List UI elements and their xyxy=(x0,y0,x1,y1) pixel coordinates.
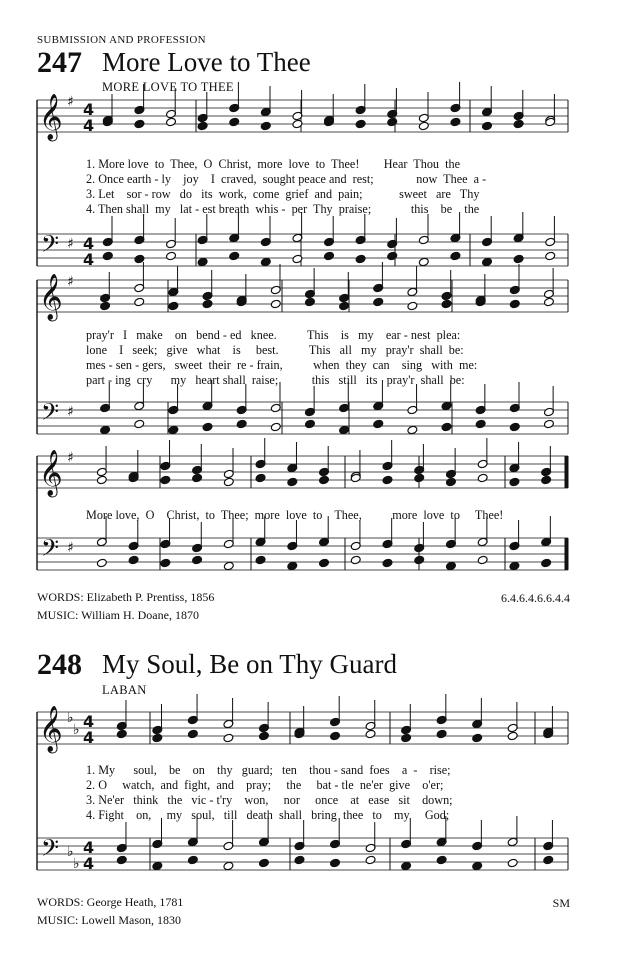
verse-line-1: 1. More love to Thee, O Christ, more love to Thee! Hear Thou the xyxy=(86,157,461,171)
note-head xyxy=(509,561,520,571)
verse-line-4: 4. Then shall my lat - est breath whis - per Thy praise; this be the xyxy=(86,202,480,216)
tune-name: MORE LOVE TO THEE xyxy=(102,80,234,94)
note-head xyxy=(100,301,111,311)
note-head xyxy=(330,731,341,741)
note-head xyxy=(509,477,520,487)
music-credit: MUSIC: William H. Doane, 1870 xyxy=(37,608,199,622)
section-header: SUBMISSION AND PROFESSION xyxy=(37,34,206,46)
note-head xyxy=(324,251,335,261)
note-head xyxy=(339,301,350,311)
hymn-number: 248 xyxy=(37,648,82,681)
note-head xyxy=(258,731,269,741)
note-head xyxy=(270,422,281,432)
note-head xyxy=(472,861,483,871)
flat-icon: ♭ xyxy=(67,844,74,860)
note-head xyxy=(541,558,552,568)
note-head xyxy=(355,119,366,129)
sharp-icon: ♯ xyxy=(67,274,74,290)
note-head xyxy=(197,121,208,131)
note-head xyxy=(319,475,330,485)
bass-clef-icon: 𝄢 xyxy=(41,230,60,263)
note-head xyxy=(270,299,281,309)
note-head xyxy=(202,422,213,432)
note-head xyxy=(373,419,384,429)
note-head xyxy=(543,855,554,865)
time-signature: 4 xyxy=(83,838,95,857)
flat-icon: ♭ xyxy=(73,722,80,738)
note-head xyxy=(192,473,203,483)
note-head xyxy=(168,425,179,435)
sharp-icon: ♯ xyxy=(67,94,74,110)
note-head xyxy=(187,729,198,739)
verse-line-1: pray'r I make on bend - ed knee. This is my ear - nest plea: xyxy=(86,328,461,342)
note-head xyxy=(509,422,520,432)
note-head xyxy=(223,733,234,743)
note-head xyxy=(128,555,139,565)
note-head xyxy=(373,297,384,307)
note-head xyxy=(545,251,556,261)
note-head xyxy=(382,475,393,485)
note-head xyxy=(223,861,234,871)
note-head xyxy=(543,419,554,429)
note-head xyxy=(223,477,234,487)
note-head xyxy=(387,251,398,261)
note-head xyxy=(339,425,350,435)
note-head xyxy=(436,729,447,739)
note-head xyxy=(541,475,552,485)
note-head xyxy=(414,555,425,565)
note-head xyxy=(116,855,127,865)
note-head xyxy=(355,254,366,264)
note-head xyxy=(436,855,447,865)
bass-clef-icon: 𝄢 xyxy=(41,398,60,431)
note-head xyxy=(202,299,213,309)
note-head xyxy=(287,561,298,571)
verse-line-2: lone I seek; give what is best. This all my pray'r shall be: xyxy=(86,343,464,357)
note-head xyxy=(294,855,305,865)
verse-line-2: 2. Once earth - ly joy I craved, sought peace and rest; now Thee a - xyxy=(86,172,487,186)
words-credit: WORDS: Elizabeth P. Prentiss, 1856 xyxy=(37,590,215,604)
treble-clef-icon: 𝄞 xyxy=(39,706,63,752)
note-head xyxy=(229,251,240,261)
note-head xyxy=(441,299,452,309)
verse-line-3: mes - sen - gers, sweet their re - frain, when they can sing with me: xyxy=(86,358,478,372)
note-head xyxy=(482,257,493,267)
note-head xyxy=(401,861,412,871)
time-signature: 4 xyxy=(83,234,95,253)
note-head xyxy=(477,473,488,483)
note-head xyxy=(407,301,418,311)
note-head xyxy=(96,558,107,568)
note-head xyxy=(152,861,163,871)
note-head xyxy=(382,558,393,568)
note-head xyxy=(450,251,461,261)
note-head xyxy=(160,558,171,568)
hymn-title: More Love to Thee xyxy=(102,47,311,77)
note-head xyxy=(445,561,456,571)
note-head xyxy=(287,477,298,487)
note-head xyxy=(475,419,486,429)
tune-name: LABAN xyxy=(102,683,147,697)
verse-line-4: part - ing cry my heart shall raise; this still its pray'r shall be: xyxy=(86,373,465,387)
note-head xyxy=(116,729,127,739)
note-head xyxy=(187,855,198,865)
hymn-number: 247 xyxy=(37,46,82,79)
sharp-icon: ♯ xyxy=(67,404,74,420)
treble-clef-icon: 𝄞 xyxy=(39,94,63,140)
note-head xyxy=(445,477,456,487)
bass-clef-icon: 𝄢 xyxy=(41,834,60,867)
note-head xyxy=(330,858,341,868)
treble-clef-icon: 𝄞 xyxy=(39,450,63,496)
sharp-icon: ♯ xyxy=(67,540,74,556)
sharp-icon: ♯ xyxy=(67,236,74,252)
note-head xyxy=(258,858,269,868)
note-head xyxy=(166,117,177,127)
note-head xyxy=(441,422,452,432)
note-head xyxy=(387,117,398,127)
note-head xyxy=(365,855,376,865)
meter: 6.4.6.4.6.6.4.4 xyxy=(501,591,570,605)
note-head xyxy=(223,561,234,571)
verse-line-2: 2. O watch, and fight, and pray; the bat - tle ne'er give o'er; xyxy=(86,778,444,792)
note-head xyxy=(509,299,520,309)
note-head xyxy=(472,733,483,743)
note-head xyxy=(319,558,330,568)
time-signature: 4 xyxy=(83,100,95,119)
note-head xyxy=(513,119,524,129)
note-head xyxy=(134,419,145,429)
bass-clef-icon: 𝄢 xyxy=(41,534,60,567)
note-head xyxy=(543,297,554,307)
note-head xyxy=(260,257,271,267)
note-head xyxy=(100,425,111,435)
note-head xyxy=(192,555,203,565)
note-head xyxy=(255,555,266,565)
verse-line-1: 1. My soul, be on thy guard; ten thou - sand foes a - rise; xyxy=(86,763,451,777)
note-head xyxy=(152,733,163,743)
flat-icon: ♭ xyxy=(67,710,74,726)
time-signature: 4 xyxy=(83,712,95,731)
note-head xyxy=(414,473,425,483)
note-head xyxy=(304,297,315,307)
note-head xyxy=(418,121,429,131)
words-credit: WORDS: George Heath, 1781 xyxy=(37,895,184,909)
time-signature: 4 xyxy=(83,116,95,135)
note-head xyxy=(134,297,145,307)
verse-line-3: 3. Ne'er think the vic - t'ry won, nor once at ease sit down; xyxy=(86,793,453,807)
note-head xyxy=(304,419,315,429)
note-head xyxy=(507,858,518,868)
treble-clef-icon: 𝄞 xyxy=(39,274,63,320)
meter: SM xyxy=(552,896,570,910)
note-head xyxy=(96,475,107,485)
note-head xyxy=(401,733,412,743)
note-head xyxy=(513,254,524,264)
note-head xyxy=(166,251,177,261)
note-head xyxy=(450,117,461,127)
time-signature: 4 xyxy=(83,728,95,747)
refrain-line: More love, O Christ, to Thee; more love to Thee, more love to Thee! xyxy=(86,508,504,522)
note-head xyxy=(255,473,266,483)
time-signature: 4 xyxy=(83,250,95,269)
note-head xyxy=(102,251,113,261)
note-head xyxy=(407,425,418,435)
note-head xyxy=(350,555,361,565)
note-head xyxy=(260,121,271,131)
music-credit: MUSIC: Lowell Mason, 1830 xyxy=(37,913,181,927)
note-head xyxy=(365,729,376,739)
time-signature: 4 xyxy=(83,854,95,873)
note-head xyxy=(477,555,488,565)
note-head xyxy=(418,257,429,267)
hymn-title: My Soul, Be on Thy Guard xyxy=(102,649,397,679)
note-head xyxy=(229,117,240,127)
note-head xyxy=(168,301,179,311)
flat-icon: ♭ xyxy=(73,856,80,872)
note-head xyxy=(160,475,171,485)
verse-line-3: 3. Let sor - row do its work, come grief and pain; sweet are Thy xyxy=(86,187,480,201)
sharp-icon: ♯ xyxy=(67,450,74,466)
note-head xyxy=(197,257,208,267)
note-head xyxy=(482,121,493,131)
verse-line-4: 4. Fight on, my soul, till death shall bring thee to my God; xyxy=(86,808,450,822)
note-head xyxy=(507,731,518,741)
note-head xyxy=(134,119,145,129)
note-head xyxy=(236,419,247,429)
